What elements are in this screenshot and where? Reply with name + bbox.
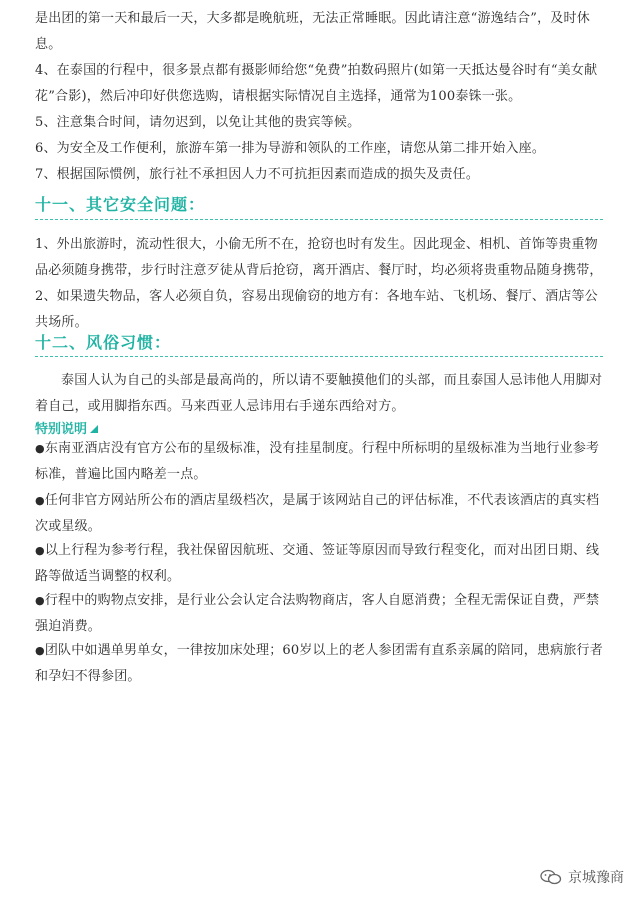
paragraph-item-6: 6、为安全及工作便利，旅游车第一排为导游和领队的工作座，请您从第二排开始入座。 (35, 141, 546, 156)
special-notes-title-text: 特别说明 (35, 422, 88, 437)
wechat-icon (540, 869, 562, 885)
triangle-icon (90, 425, 98, 433)
section-11-paragraph-1: 1、外出旅游时，流动性很大，小偷无所不在，抢窃也时有发生。因此现金、相机、首饰等贵重物品必须随身携带，步行时注意歹徒从背后抢窃，离开酒店、餐厅时，均必须将贵重物品随身携带， (35, 237, 603, 278)
paragraph-item-7: 7、根据国际惯例，旅行社不承担因人力不可抗拒因素而造成的损失及责任。 (35, 167, 480, 182)
bullet-icon: ● (35, 544, 45, 557)
special-note-item (35, 436, 609, 488)
section-12-heading: 十二、风俗习惯： (35, 333, 172, 352)
special-note-item (35, 538, 609, 590)
bullet-icon: ● (35, 442, 45, 455)
section-11-paragraph-2: 2、如果遗失物品，客人必须自负，容易出现偷窃的地方有：各地车站、飞机场、餐厅、酒店等公共场所。 (35, 289, 598, 330)
bullet-icon: ● (35, 644, 45, 657)
special-notes-title (35, 418, 98, 437)
section-12-paragraph: 泰国人认为自己的头部是最高尚的，所以请不要触摸他们的头部，而且泰国人忌讳他人用脚对着自己，或用脚指东西。马来西亚人忌讳用右手递东西给对方。 (35, 373, 603, 414)
special-note-item (35, 638, 609, 690)
section-11-divider (35, 219, 603, 220)
special-note-text: 行程中的购物点安排，是行业公会认定合法购物商店，客人自愿消费；全程无需保证自费，严禁强迫消费。 (35, 593, 600, 634)
watermark-text: 京城豫商 (568, 870, 624, 886)
special-note-item (35, 488, 609, 540)
section-12-divider (35, 356, 603, 357)
bullet-icon: ● (35, 494, 45, 507)
paragraph-item-5: 5、注意集合时间，请勿迟到，以免让其他的贵宾等候。 (35, 115, 361, 130)
special-note-text: 任何非官方网站所公布的酒店星级档次，是属于该网站自己的评估标准，不代表该酒店的真实档次或星级。 (35, 493, 600, 534)
special-note-text: 团队中如遇单男单女，一律按加床处理；60岁以上的老人参团需有直系亲属的陪同，患病旅行者和孕妇不得参团。 (35, 643, 603, 684)
bullet-icon: ● (35, 594, 45, 607)
special-note-text: 以上行程为参考行程，我社保留因航班、交通、签证等原因而导致行程变化，而对出团日期、线路等做适当调整的权利。 (35, 543, 600, 584)
section-11-heading: 十一、其它安全问题： (35, 195, 206, 214)
special-note-text: 东南亚酒店没有官方公布的星级标准，没有挂星制度。行程中所标明的星级标准为当地行业参考标准，普遍比国内略差一点。 (35, 441, 600, 482)
special-note-item (35, 588, 609, 640)
watermark (540, 867, 624, 887)
paragraph-intro: 是出团的第一天和最后一天，大多都是晚航班，无法正常睡眠。因此请注意“游逸结合”，及时休息。 (35, 11, 590, 52)
paragraph-item-4: 4、在泰国的行程中，很多景点都有摄影师给您“免费”拍数码照片(如第一天抵达曼谷时有“美女献花”合影)，然后冲印好供您选购，请根据实际情况自主选择，通常为100泰铢一张。 (35, 63, 598, 104)
